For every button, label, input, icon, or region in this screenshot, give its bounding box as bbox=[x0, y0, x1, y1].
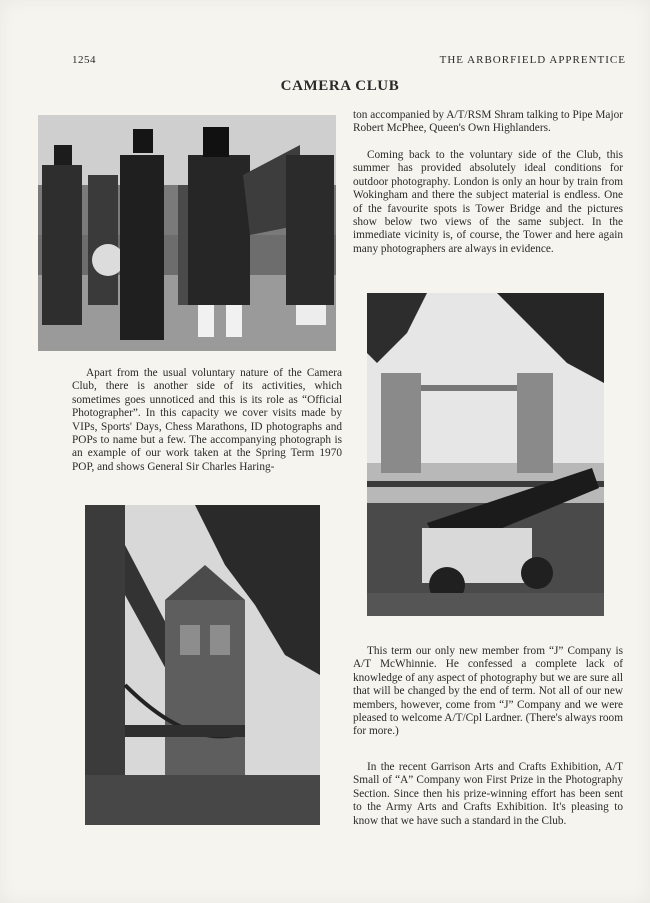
paragraph-caption-continued: ton accompanied by A/T/RSM Shram talking to Pipe Major Robert McPhee, Queen's Own Highlanders. bbox=[353, 109, 623, 135]
page-number: 1254 bbox=[72, 54, 96, 66]
paragraph-exhibition-prize: In the recent Garrison Arts and Crafts Exhibition, A/T Small of “A” Company won First Prize in the Photography Section. Since then his prize-winning effort has been sent to the Army Arts and Crafts Exhibition. It's pleasing to know that we have such a standard in the Club. bbox=[353, 761, 623, 827]
running-head bbox=[72, 54, 626, 68]
parade-photo bbox=[38, 115, 336, 351]
paragraph-outdoor-photography: Coming back to the voluntary side of the Club, this summer has provided absolutely ideal conditions for outdoor photography. London is only an hour by train from Wokingham and there the subject material is endless. One of the favourite spots is Tower Bridge and the pictures show below two views of the same subject. In the immediate vicinity is, of course, the Tower and here again many photographers are always in evidence. bbox=[353, 149, 623, 255]
tower-bridge-tower-photo bbox=[85, 505, 320, 825]
article-title: CAMERA CLUB bbox=[280, 78, 400, 94]
tower-bridge-cannon-photo bbox=[367, 293, 604, 616]
paragraph-official-photographer: Apart from the usual voluntary nature of the Camera Club, there is another side of its activities, which sometimes goes unnoticed and this is its role as “Official Photographer”. In this capacity we cover visits made by VIPs, Sports' Days, Chess Marathons, ID photographs and POPs to name but a few. The accompanying photograph is an example of our work taken at the Spring Term 1970 POP, and shows General Sir Charles Haring- bbox=[72, 367, 342, 473]
journal-title: THE ARBORFIELD APPRENTICE bbox=[439, 54, 626, 66]
paragraph-new-members: This term our only new member from “J” Company is A/T McWhinnie. He confessed a complete lack of knowledge of any aspect of photography but we are sure all that will be changed by the end of term. Not all of our new members, however, come from “J” Company and we were pleased to welcome A/T/Cpl Lardner. (There's always room for more.) bbox=[353, 645, 623, 738]
